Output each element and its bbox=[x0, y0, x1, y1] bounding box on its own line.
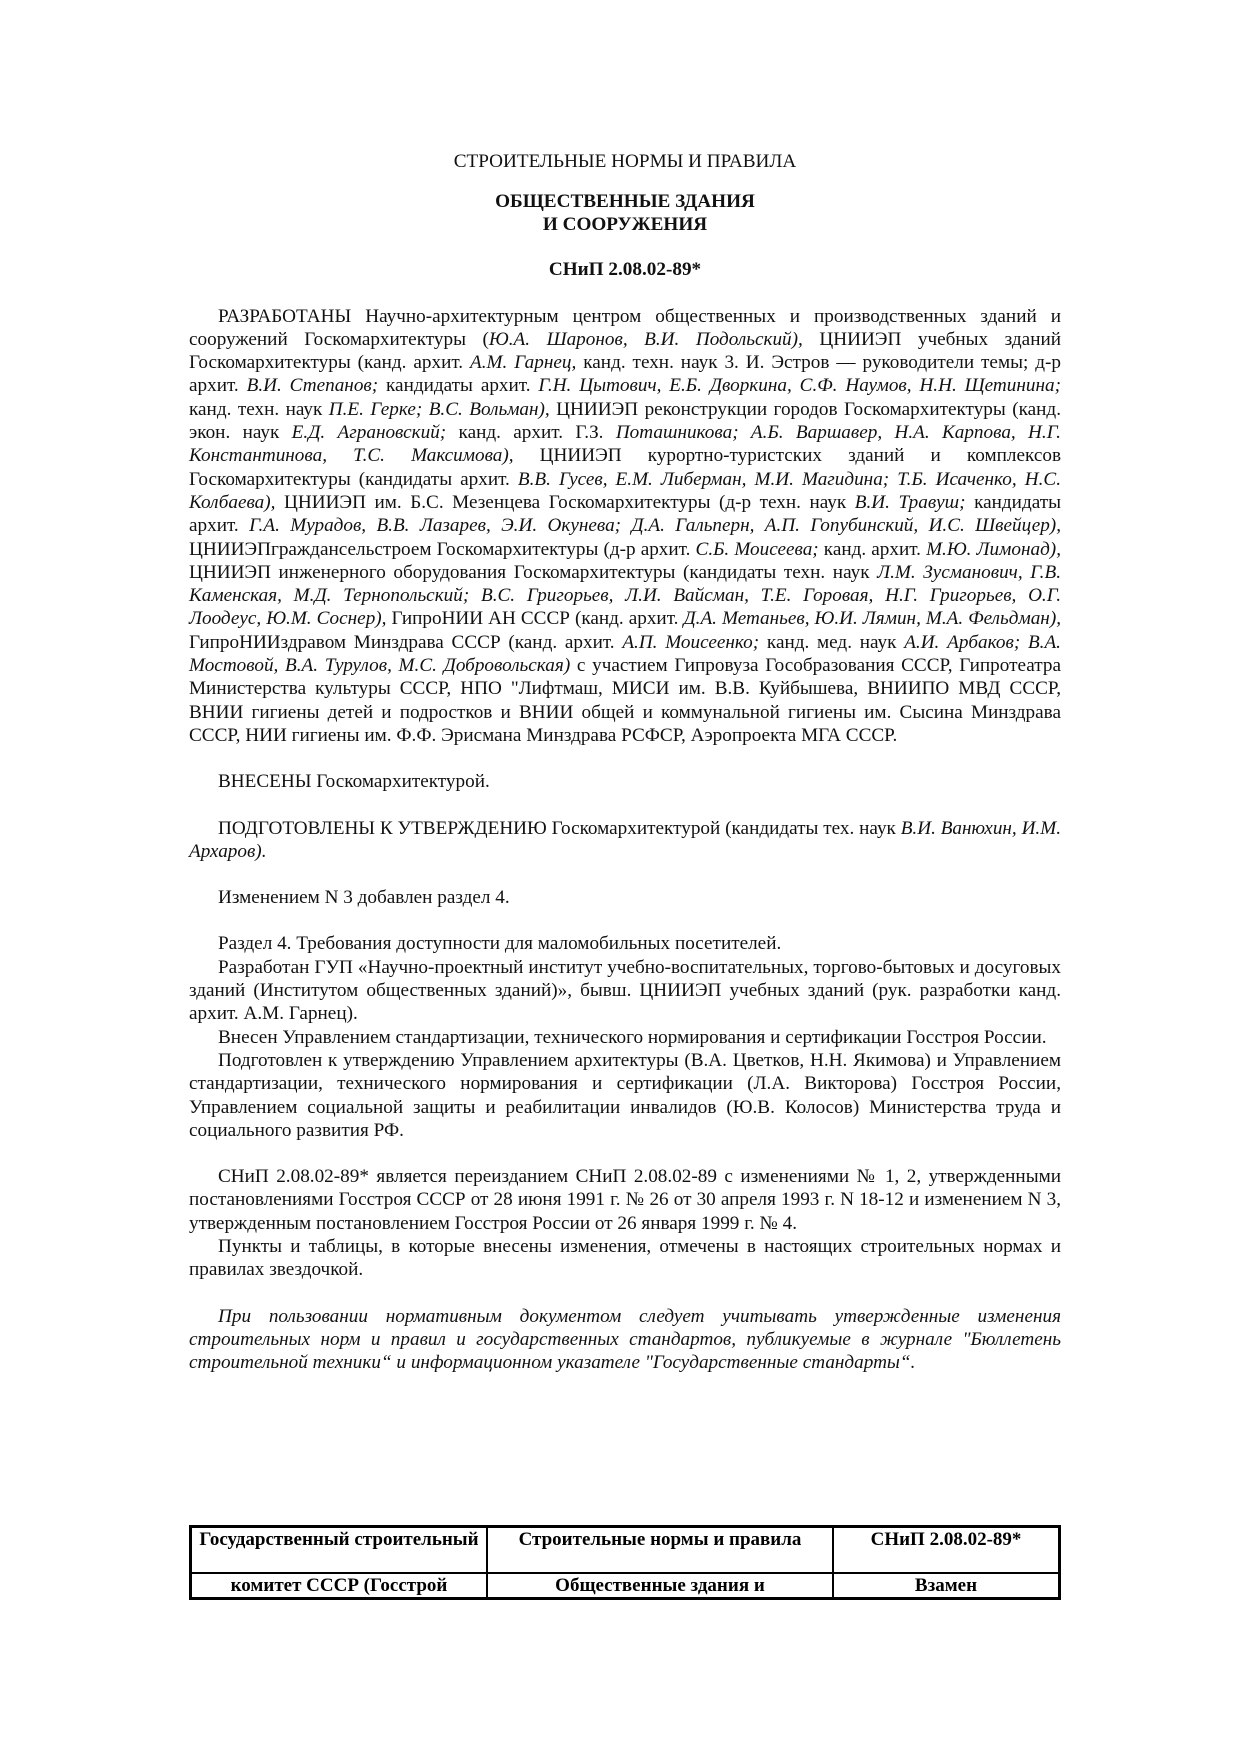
author-names: В.И. Ванюхин, И.М. Архаров). bbox=[189, 817, 1061, 862]
author-names: П.Е. Герке; В.С. Вольман), bbox=[328, 398, 550, 420]
author-names: В.И. Степанов; bbox=[246, 375, 379, 397]
asterisk-note-paragraph: Пункты и таблицы, в которые внесены изменения, отмечены в настоящих строительных нормах и правилах звездочкой. bbox=[189, 1235, 1061, 1281]
text-run: канд. техн. наук bbox=[189, 398, 329, 420]
title-cell: Общественные здания и bbox=[487, 1573, 833, 1599]
section4-introduced: Внесен Управлением стандартизации, технического нормирования и сертификации Госстроя России. bbox=[218, 1026, 1047, 1048]
author-names: Поташникова; А.Б. Варшавер, Н.А. Карпова, Н.Г. Константинова, Т.С. Максимова), bbox=[189, 422, 1061, 467]
table-row bbox=[191, 1527, 1060, 1574]
author-names: А.М. Гарнец, bbox=[470, 352, 577, 374]
document-code: СНиП 2.08.02-89* bbox=[548, 259, 702, 281]
text-run: канд. архит. Г.З. bbox=[446, 422, 616, 444]
document-page bbox=[189, 150, 1061, 1374]
text-run: канд. архит. bbox=[818, 538, 927, 560]
text-run: ГипроНИИ АН СССР (канд. архит. bbox=[386, 608, 684, 630]
author-names: В.В. Гусев, Е.М. Либерман, М.И. Магидина; Т.Б. Исаченко, Н.С. Колбаева), bbox=[189, 468, 1061, 513]
author-names: В.И. Травуш; bbox=[854, 491, 966, 513]
author-names: Д.А. Метаньев, Ю.И. Лямин, М.А. Фельдман), bbox=[683, 608, 1062, 630]
author-names: А.И. Арбаков; В.А. Мостовой, В.А. Турулов, М.С. Добровольская) bbox=[189, 631, 1061, 677]
author-names: Е.Д. Аграновский; bbox=[291, 422, 447, 444]
text-run: канд. мед. наук bbox=[759, 631, 905, 653]
text-run: кандидаты архит. bbox=[189, 491, 1061, 537]
change3-paragraph: Изменением N 3 добавлен раздел 4. bbox=[218, 887, 510, 909]
author-names: Ю.А. Шаронов, В.И. Подольский), bbox=[488, 328, 803, 350]
usage-note-paragraph: При пользовании нормативным документом следует учитывать утвержденные изменения строительных норм и правил и государственных стандартов, публикуемые в журнале "Бюллетень строительной техники“ и информационном указателе "Государственные стандарты“. bbox=[189, 1305, 1061, 1374]
text-run: с участием Гипровуза Гособразования СССР, Гипротеатра Министерства культуры СССР, НПО "Лифтмаш, МИСИ им. В.В. Куйбышева, ВНИИПО МВД СССР, ВНИИ гигиены детей и подростков и ВНИИ общей и коммунальной гигиены им. Сысина Минздрава СССР, НИИ гигиены им. Ф.Ф. Эрисмана Минздрава РСФСР, Аэропроекта МГА СССР. bbox=[189, 655, 1061, 746]
table-row bbox=[191, 1573, 1060, 1599]
developers-paragraph bbox=[189, 305, 1061, 748]
text-run: кандидаты архит. bbox=[378, 375, 539, 397]
committee-cell: Государственный строительный bbox=[191, 1527, 488, 1574]
text-run: ПОДГОТОВЛЕНЫ К УТВЕРЖДЕНИЮ Госкомархитектурой (кандидаты тех. наук bbox=[218, 817, 901, 839]
document-heading: СТРОИТЕЛЬНЫЕ НОРМЫ И ПРАВИЛА bbox=[453, 151, 797, 172]
code-cell: СНиП 2.08.02-89* bbox=[833, 1527, 1060, 1574]
text-run: ЦНИИЭПграждансельстроем Госкомархитектуры (д-р архит. bbox=[189, 538, 696, 560]
document-stamp-table bbox=[189, 1525, 1061, 1600]
author-names: С.Б. Моисеева; bbox=[695, 538, 819, 560]
text-run: ЦНИИЭП инженерного оборудования Госкомархитектуры (кандидаты техн. наук bbox=[189, 561, 878, 583]
norms-cell: Строительные нормы и правила bbox=[487, 1527, 833, 1574]
introduced-paragraph: ВНЕСЕНЫ Госкомархитектурой. bbox=[218, 771, 490, 793]
text-run: ГипроНИИздравом Минздрава СССР (канд. архит. bbox=[189, 631, 623, 653]
text-run: ЦНИИЭП им. Б.С. Мезенцева Госкомархитектуры (д-р техн. наук bbox=[275, 491, 855, 513]
prepared-paragraph bbox=[189, 817, 1061, 864]
replaces-cell: Взамен bbox=[833, 1573, 1060, 1599]
author-names: Г.А. Мурадов, В.В. Лазарев, Э.И. Окунева; Д.А. Гальперн, А.П. Гопубинский, И.С. Швейцер), bbox=[249, 515, 1061, 537]
reissue-paragraph: СНиП 2.08.02-89* является переизданием СНиП 2.08.02-89 с изменениями № 1, 2, утвержденными постановлениями Госстроя СССР от 28 июня 1991 г. № 26 от 30 апреля 1993 г. N 18-12 и изменением N 3, утвержденным постановлением Госстроя России от 26 января 1999 г. № 4. bbox=[189, 1166, 1061, 1234]
author-names: А.П. Моисеенко; bbox=[622, 631, 760, 653]
author-names: М.Ю. Лимонад), bbox=[926, 538, 1061, 560]
section4-prepared: Подготовлен к утверждению Управлением архитектуры (В.А. Цветков, Н.Н. Якимова) и Управлением стандартизации, технического нормирования и сертификации (Л.А. Викторова) Госстроя России, Управлением социальной защиты и реабилитации инвалидов (Ю.В. Колосов) Министерства труда и социального развития РФ. bbox=[189, 1049, 1061, 1141]
text-run: канд. техн. наук 3. И. Эстров — руководители темы; д-р архит. bbox=[189, 352, 1061, 397]
text-run: ЦНИИЭП реконструкции городов Госкомархитектуры (канд. экон. наук bbox=[189, 398, 1061, 444]
text-run: ЦНИИЭП учебных зданий Госкомархитектуры (канд. архит. bbox=[189, 328, 1061, 374]
title-line-1: ОБЩЕСТВЕННЫЕ ЗДАНИЯ bbox=[495, 191, 755, 213]
document-title bbox=[189, 190, 1061, 236]
section4-developed: Разработан ГУП «Научно-проектный институт учебно-воспитательных, торгово-бытовых и досуговых зданий (Институтом общественных зданий)», бывш. ЦНИИЭП учебных зданий (рук. разработки канд. архит. А.М. Гарнец). bbox=[189, 956, 1061, 1025]
author-names: Л.М. Зусманович, Г.В. Каменская, М.Д. Тернопольский; В.С. Григорьев, Л.И. Вайсман, Т.Е. Горовая, Н.Г. Григорьев, О.Г. Лоодеус, Ю.М. Соснер), bbox=[189, 561, 1061, 630]
committee-cell-cont: комитет СССР (Госстрой bbox=[191, 1573, 488, 1599]
author-names: Г.Н. Цытович, Е.Б. Дворкина, С.Ф. Наумов, Н.Н. Щетинина; bbox=[538, 375, 1061, 397]
text-run: ЦНИИЭП курортно-туристских зданий и комплексов Госкомархитектуры (кандидаты архит. bbox=[189, 445, 1062, 490]
title-line-2: И СООРУЖЕНИЯ bbox=[542, 214, 708, 236]
section4-title: Раздел 4. Требования доступности для маломобильных посетителей. bbox=[218, 933, 782, 955]
text-run: РАЗРАБОТАНЫ Научно-архитектурным центром общественных и производственных зданий и сооружений Госкомархитектуры ( bbox=[189, 305, 1061, 350]
